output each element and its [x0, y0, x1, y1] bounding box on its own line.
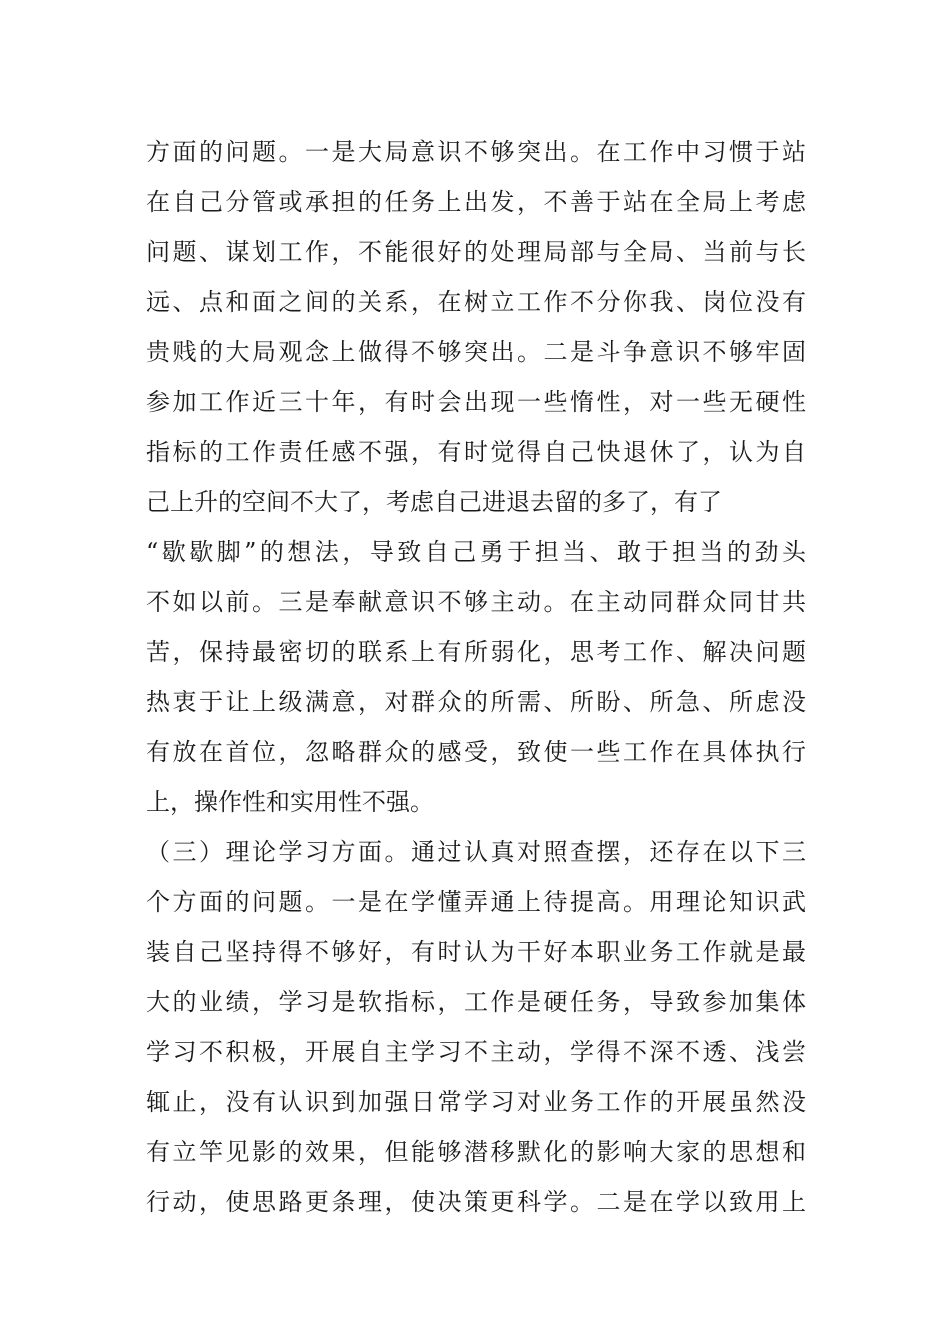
text-line: 上，操作性和实用性不强。	[146, 788, 434, 816]
text-line: 行动，使思路更条理，使决策更科学。二是在学以致用上	[146, 1188, 806, 1216]
text-line: 有放在首位，忽略群众的感受，致使一些工作在具体执行	[146, 738, 806, 766]
text-line: 方面的问题。一是大局意识不够突出。在工作中习惯于站	[146, 138, 806, 166]
text-line: 在自己分管或承担的任务上出发，不善于站在全局上考虑	[146, 188, 806, 216]
text-line: 指标的工作责任感不强，有时觉得自己快退休了，认为自	[146, 438, 806, 466]
text-line: 远、点和面之间的关系，在树立工作不分你我、岗位没有	[146, 288, 806, 316]
section-heading-line: （三）理论学习方面。通过认真对照查摆，还存在以下三	[146, 838, 806, 866]
text-line: 己上升的空间不大了，考虑自己进退去留的多了，有了	[146, 488, 722, 516]
text-line: 问题、谋划工作，不能很好的处理局部与全局、当前与长	[146, 238, 806, 266]
text-line: 苦，保持最密切的联系上有所弱化，思考工作、解决问题	[146, 638, 806, 666]
text-line: 不如以前。三是奉献意识不够主动。在主动同群众同甘共	[146, 588, 806, 616]
text-line: 个方面的问题。一是在学懂弄通上待提高。用理论知识武	[146, 888, 806, 916]
text-line: 装自己坚持得不够好，有时认为干好本职业务工作就是最	[146, 938, 806, 966]
text-line: 大的业绩，学习是软指标，工作是硬任务，导致参加集体	[146, 988, 806, 1016]
text-line: 辄止，没有认识到加强日常学习对业务工作的开展虽然没	[146, 1088, 806, 1116]
text-line: 有立竿见影的效果，但能够潜移默化的影响大家的思想和	[146, 1138, 806, 1166]
body-text	[146, 127, 806, 1227]
text-line: 学习不积极，开展自主学习不主动，学得不深不透、浅尝	[146, 1038, 806, 1066]
text-line: “歇歇脚”的想法，导致自己勇于担当、敢于担当的劲头	[146, 538, 806, 566]
text-line: 贵贱的大局观念上做得不够突出。二是斗争意识不够牢固	[146, 338, 806, 366]
text-line: 热衷于让上级满意，对群众的所需、所盼、所急、所虑没	[146, 688, 806, 716]
text-line: 参加工作近三十年，有时会出现一些惰性，对一些无硬性	[146, 388, 806, 416]
